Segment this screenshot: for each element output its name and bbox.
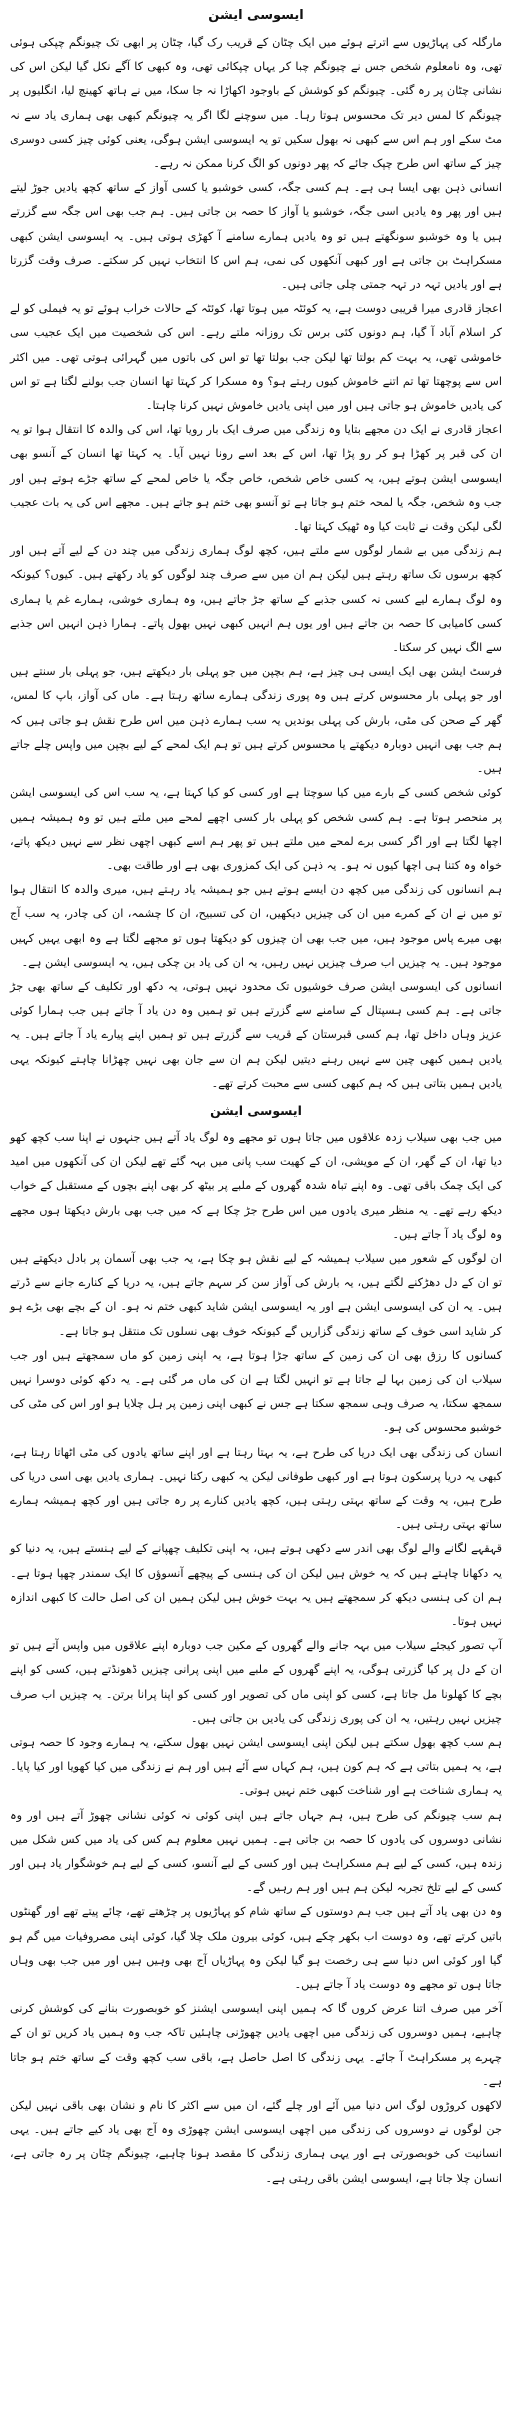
paragraph: آخر میں صرف اتنا عرض کروں گا کہ ہمیں اپنی ایسوسی ایشنز کو خوبصورت بنانے کی کوشش کرنی چاہیے، ہمیں دوسروں کی زندگی میں اچھی یادیں چھوڑنی چاہئیں تاکہ جب وہ ہمیں یاد کریں تو ان کے چہرے پر مسکراہٹ آ جائے۔ یہی زندگی کا اصل حاصل ہے، باقی سب کچھ وقت کے ساتھ ختم ہو جاتا ہے۔	[10, 2002, 502, 2088]
paragraph: اعجاز قادری نے ایک دن مجھے بتایا وہ زندگی میں صرف ایک بار رویا تھا، اس کی والدہ کا انتقال ہوا تو یہ ان کی قبر پر کھڑا ہو کر رو پڑا تھا، اس کے بعد اسے رونا نہیں آیا۔ یہ کہتا تھا انسان کے آنسو بھی ایسوسی ایشن ہوتے ہیں، یہ کسی خاص شخص، خاص جگہ یا خاص لمحے کے ساتھ جڑے ہوتے ہیں اور جب وہ شخص، جگہ یا لمحہ ختم ہو جاتا ہے تو آنسو بھی ختم ہو جاتے ہیں۔ مجھے اس کی یہ بات عجیب لگی لیکن وقت نے ثابت کیا وہ ٹھیک کہتا تھا۔	[10, 423, 502, 534]
paragraph: ہم انسانوں کی زندگی میں کچھ دن ایسے ہوتے ہیں جو ہمیشہ یاد رہتے ہیں، میری والدہ کا انتقال ہوا تو میں نے ان کے کمرے میں ان کی چیزیں دیکھیں، ان کی تسبیح، ان کا چشمہ، ان کی چادر، یہ سب آج بھی میرے پاس موجود ہیں، میں جب بھی ان چیزوں کو دیکھتا ہوں تو مجھے لگتا ہے وہ ابھی یہیں کہیں موجود ہیں۔ یہ چیزیں اب صرف چیزیں نہیں رہیں، یہ ان کی یاد بن چکی ہیں، یہ ایسوسی ایشن ہے۔	[10, 883, 502, 969]
paragraph: انسان کی زندگی بھی ایک دریا کی طرح ہے، یہ بہتا رہتا ہے اور اپنے ساتھ یادوں کی مٹی اٹھاتا رہتا ہے، کبھی یہ دریا پرسکون ہوتا ہے اور کبھی طوفانی لیکن یہ کبھی رکتا نہیں۔ ہماری یادیں بھی اسی دریا کی طرح ہیں، یہ وقت کے ساتھ بہتی رہتی ہیں، کچھ یادیں کنارے پر رہ جاتی ہیں اور کچھ ہمیشہ ہمارے ساتھ بہتی رہتی ہیں۔	[10, 1445, 502, 1532]
paragraph: ہم سب چیونگم کی طرح ہیں، ہم جہاں جاتے ہیں اپنی کوئی نہ کوئی نشانی چھوڑ آتے ہیں اور وہ نشانی دوسروں کی یادوں کا حصہ بن جاتی ہے۔ ہمیں نہیں معلوم ہم کس کی یاد میں کس شکل میں زندہ ہیں، کسی کے لیے ہم مسکراہٹ ہیں اور کسی کے لیے آنسو، کسی کے لیے ہم خوشگوار یاد ہیں اور کسی کے لیے تلخ تجربہ لیکن ہم ہیں اور ہم رہیں گے۔	[10, 1808, 502, 1895]
paragraph: قہقہے لگانے والے لوگ بھی اندر سے دکھی ہوتے ہیں، یہ اپنی تکلیف چھپانے کے لیے ہنستے ہیں، یہ دنیا کو یہ دکھانا چاہتے ہیں کہ یہ خوش ہیں لیکن ان کی ہنسی کے پیچھے آنسوؤں کا ایک سمندر چھپا ہوتا ہے۔ ہم ان کی ہنسی دیکھ کر سمجھتے ہیں یہ بہت خوش ہیں لیکن ہمیں ان کی اصل حالت کا کبھی اندازہ نہیں ہوتا۔	[10, 1542, 502, 1628]
section-subheading: ایسوسی ایشن	[210, 1102, 302, 1118]
paragraph: آپ تصور کیجئے سیلاب میں بہہ جانے والے گھروں کے مکین جب دوبارہ اپنے علاقوں میں واپس آتے ہیں تو ان کے دل پر کیا گزرتی ہوگی، یہ اپنے گھروں کے ملبے میں اپنی پرانی چیزیں ڈھونڈتے ہیں، کسی کو اپنے بچے کا کھلونا مل جاتا ہے، کسی کو اپنی ماں کی تصویر اور کسی کو اپنا پرانا برتن۔ یہ چیزیں اب صرف چیزیں نہیں رہتیں، یہ ان کی پوری زندگی کی یادیں بن جاتی ہیں۔	[10, 1639, 502, 1725]
paragraph: کوئی شخص کسی کے بارے میں کیا سوچتا ہے اور کسی کو کیا کہتا ہے، یہ سب اس کی ایسوسی ایشن پر منحصر ہوتا ہے۔ ہم کسی شخص کو پہلی بار کسی اچھے لمحے میں ملتے ہیں تو وہ ہمیشہ ہمیں اچھا لگتا ہے اور اگر کسی برے لمحے میں ملتے ہیں تو پھر ہم اسے کبھی اچھی نظر سے نہیں دیکھ پاتے، خواہ وہ کتنا ہی اچھا کیوں نہ ہو۔ یہ ذہن کی ایک کمزوری بھی ہے اور طاقت بھی۔	[10, 786, 502, 872]
paragraph: اعجاز قادری میرا قریبی دوست ہے، یہ کوئٹہ میں ہوتا تھا، کوئٹہ کے حالات خراب ہوئے تو یہ فیملی کو لے کر اسلام آباد آ گیا، ہم دونوں کئی برس تک روزانہ ملتے رہے۔ اس کی شخصیت میں ایک عجیب سی خاموشی تھی، یہ بہت کم بولتا تھا لیکن جب بولتا تھا تو اس کی باتوں میں گہرائی ہوتی تھی۔ میں اکثر اس سے پوچھتا تھا تم اتنے خاموش کیوں رہتے ہو؟ وہ مسکرا کر کہتا تھا انسان جب بولنے لگتا ہے تو اس کی یادیں خاموش ہو جاتی ہیں اور میں اپنی یادیں خاموش نہیں کرنا چاہتا۔	[10, 302, 502, 413]
paragraph: مارگلہ کی پہاڑیوں سے اترتے ہوئے میں ایک چٹان کے قریب رک گیا، چٹان پر ابھی تک چیونگم چپکی ہوئی تھی، وہ نامعلوم شخص جس نے چیونگم چبا کر یہاں چپکائی تھی، وہ کبھی کا آگے نکل گیا لیکن اس کی نشانی چٹان پر رہ گئی۔ چیونگم کو کوشش کے باوجود اکھاڑا نہ جا سکا، میں نے ہاتھ کھینچ لیا، انگلیوں پر چیونگم کا لمس دیر تک محسوس ہوتا رہا۔ میں سوچنے لگا اگر یہ چیونگم کبھی بھی ہماری یاد سے نہ مٹ سکے اور ہم اس سے کبھی نہ بھول سکیں تو یہ ایسوسی ایشن ہوگی، یعنی کوئی چیز کسی دوسری چیز کے ساتھ اس طرح چپک جائے کہ پھر دونوں کو الگ کرنا ممکن نہ رہے۔	[10, 36, 502, 171]
article-title: ایسوسی ایشن	[208, 8, 304, 23]
paragraph: انسانی ذہن بھی ایسا ہی ہے۔ ہم کسی جگہ، کسی خوشبو یا کسی آواز کے ساتھ کچھ یادیں جوڑ لیتے ہیں اور پھر وہ یادیں اسی جگہ، خوشبو یا آواز کا حصہ بن جاتی ہیں۔ ہم جب بھی اس جگہ سے گزرتے ہیں یا وہ خوشبو سونگھتے ہیں تو وہ یادیں ہمارے سامنے آ کھڑی ہوتی ہیں۔ یہ ایسوسی ایشن کبھی مسکراہٹ بن جاتی ہے اور کبھی آنکھوں کی نمی، ہم اس کا انتخاب نہیں کر سکتے۔ صرف وقت گزرتا ہے اور یادیں تہہ در تہہ جمتی چلی جاتی ہیں۔	[10, 181, 502, 292]
paragraph: ہم زندگی میں بے شمار لوگوں سے ملتے ہیں، کچھ لوگ ہماری زندگی میں چند دن کے لیے آتے ہیں اور کچھ برسوں تک ساتھ رہتے ہیں لیکن ہم ان میں سے صرف چند لوگوں کو یاد رکھتے ہیں۔ کیوں؟ کیونکہ وہ لوگ ہمارے لیے کسی نہ کسی جذبے کے ساتھ جڑ جاتے ہیں، وہ ہماری خوشی، ہمارے غم یا ہماری کسی کامیابی کا حصہ بن جاتے ہیں اور یوں ہم انہیں کبھی نہیں بھول پاتے۔ ہمارا ذہن انہیں اس جذبے سے الگ نہیں کر سکتا۔	[10, 544, 502, 655]
paragraph: فرسٹ ایشن بھی ایک ایسی ہی چیز ہے، ہم بچپن میں جو پہلی بار دیکھتے ہیں، جو پہلی بار سنتے ہیں اور جو پہلی بار محسوس کرتے ہیں وہ پوری زندگی ہمارے ساتھ رہتا ہے۔ ماں کی آواز، باپ کا لمس، گھر کے صحن کی مٹی، بارش کی پہلی بوندیں یہ سب ہمارے ذہن میں اس طرح نقش ہو جاتی ہیں کہ ہم جب بھی انہیں دوبارہ دیکھتے یا محسوس کرتے ہیں تو ہم ایک لمحے کے لیے بچپن میں واپس چلے جاتے ہیں۔	[10, 665, 502, 776]
paragraph: میں جب بھی سیلاب زدہ علاقوں میں جاتا ہوں تو مجھے وہ لوگ یاد آتے ہیں جنہوں نے اپنا سب کچھ کھو دیا تھا، ان کے گھر، ان کے مویشی، ان کے کھیت سب پانی میں بہہ گئے تھے لیکن ان کی آنکھوں میں امید کی ایک چمک باقی تھی۔ وہ اپنے تباہ شدہ گھروں کے ملبے پر بیٹھ کر بھی اپنے بچوں کے مستقبل کے خواب دیکھ رہے تھے۔ یہ منظر میری یادوں میں اس طرح جڑ چکا ہے کہ میں جب بھی بارش دیکھتا ہوں مجھے وہ لوگ یاد آ جاتے ہیں۔	[10, 1130, 502, 1241]
paragraph: انسانوں کی ایسوسی ایشن صرف خوشیوں تک محدود نہیں ہوتی، یہ دکھ اور تکلیف کے ساتھ بھی جڑ جاتی ہے۔ ہم کسی ہسپتال کے سامنے سے گزرتے ہیں تو ہمیں وہ دن یاد آ جاتے ہیں جب ہمارا کوئی عزیز وہاں داخل تھا، ہم کسی قبرستان کے قریب سے گزرتے ہیں تو ہمیں اپنے پیارے یاد آ جاتے ہیں۔ یہ یادیں ہمیں کبھی چین سے نہیں رہنے دیتیں لیکن ہم ان سے جان بھی نہیں چھڑانا چاہتے کیونکہ یہی یادیں ہمیں بتاتی ہیں کہ ہم کبھی کسی سے محبت کرتے تھے۔	[10, 979, 502, 1090]
article-body	[10, 31, 502, 2191]
paragraph: ان لوگوں کے شعور میں سیلاب ہمیشہ کے لیے نقش ہو چکا ہے، یہ جب بھی آسمان پر بادل دیکھتے ہیں تو ان کے دل دھڑکنے لگتے ہیں، یہ بارش کی آواز سن کر سہم جاتے ہیں، یہ دریا کے کنارے جانے سے ڈرتے ہیں۔ یہ ان کی ایسوسی ایشن ہے اور یہ ایسوسی ایشن شاید کبھی ختم نہ ہو۔ ان کے بچے بھی بڑے ہو کر شاید اسی خوف کے ساتھ زندگی گزاریں گے کیونکہ خوف بھی نسلوں تک منتقل ہو جاتا ہے۔	[10, 1251, 502, 1338]
paragraph: ہم سب کچھ بھول سکتے ہیں لیکن اپنی ایسوسی ایشن نہیں بھول سکتے، یہ ہمارے وجود کا حصہ ہوتی ہے، یہ ہمیں بتاتی ہے کہ ہم کون ہیں، ہم کہاں سے آئے ہیں اور ہم نے زندگی میں کیا کھویا اور کیا پایا۔ یہ ہماری شناخت ہے اور شناخت کبھی ختم نہیں ہوتی۔	[10, 1736, 502, 1798]
paragraph: وہ دن بھی یاد آتے ہیں جب ہم دوستوں کے ساتھ شام کو پہاڑیوں پر چڑھتے تھے، چائے پیتے تھے اور گھنٹوں باتیں کرتے تھے، وہ دوست اب بکھر چکے ہیں، کوئی بیرون ملک چلا گیا، کوئی اپنی مصروفیات میں گم ہو گیا اور کوئی اس دنیا سے ہی رخصت ہو گیا لیکن وہ پہاڑیاں آج بھی وہیں ہیں اور میں جب بھی وہاں جاتا ہوں تو مجھے وہ دوست یاد آ جاتے ہیں۔	[10, 1905, 502, 1992]
paragraph: کسانوں کا رزق بھی ان کی زمین کے ساتھ جڑا ہوتا ہے، یہ اپنی زمین کو ماں سمجھتے ہیں اور جب سیلاب ان کی زمین بہا لے جاتا ہے تو انہیں لگتا ہے ان کی ماں مر گئی ہے۔ یہ دکھ کوئی دوسرا نہیں سمجھ سکتا، یہ صرف وہی سمجھ سکتا ہے جس نے کبھی اپنی زمین پر ہل چلایا ہو اور اس کی مٹی کی خوشبو محسوس کی ہو۔	[10, 1348, 502, 1435]
paragraph: لاکھوں کروڑوں لوگ اس دنیا میں آئے اور چلے گئے، ان میں سے اکثر کا نام و نشان بھی باقی نہیں لیکن جن لوگوں نے دوسروں کی زندگی میں اچھی ایسوسی ایشن چھوڑی وہ آج بھی یاد کیے جاتے ہیں۔ یہی انسانیت کی خوبصورتی ہے اور یہی ہماری زندگی کا مقصد ہونا چاہیے، چیونگم چٹان پر رہ جاتی ہے، انسان چلا جاتا ہے، ایسوسی ایشن باقی رہتی ہے۔	[10, 2099, 502, 2185]
